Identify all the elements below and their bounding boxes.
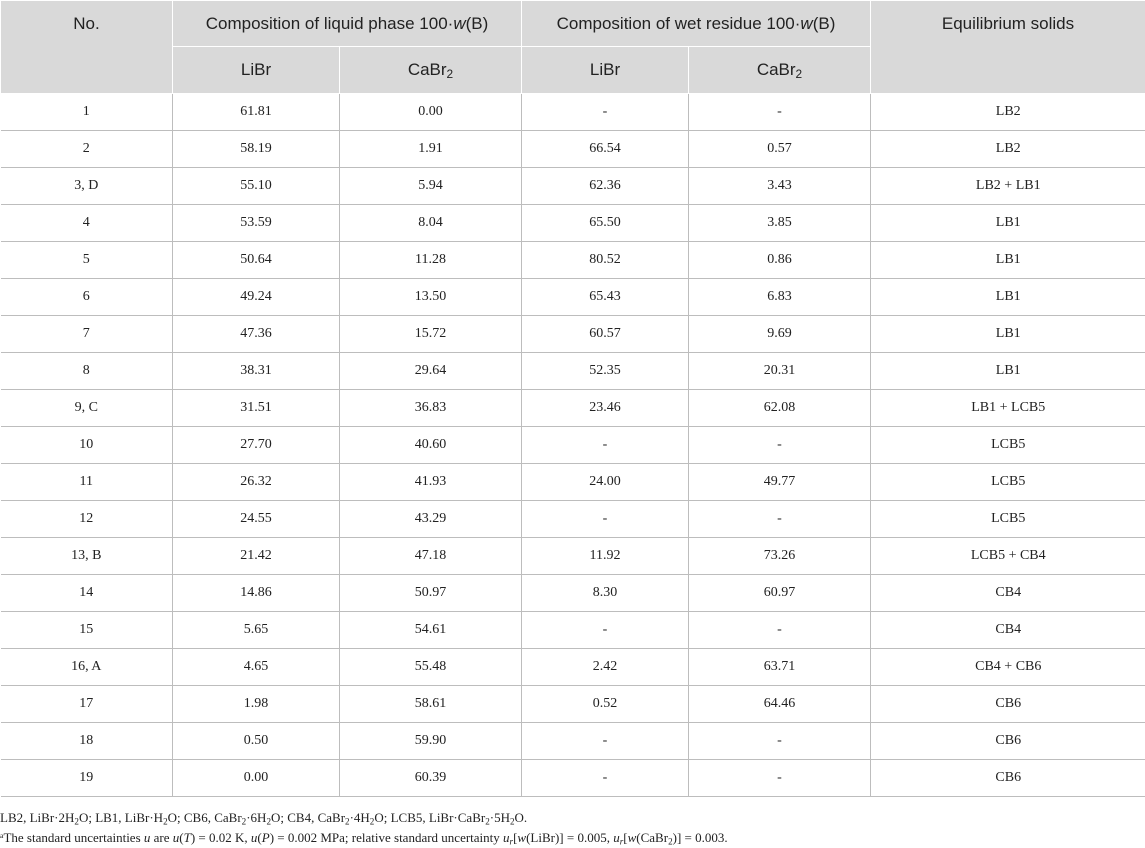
table-header: [1, 1, 1145, 94]
fn-text: [: [513, 830, 518, 845]
header-wet-cabr2: [689, 47, 871, 94]
fn-text: O; LB1, LiBr·H: [78, 810, 164, 825]
fn-sub: r: [509, 836, 514, 847]
cell-equilibrium-solids: CB6: [871, 760, 1145, 797]
header-liquid-prefix: Composition of liquid phase 100·: [205, 13, 454, 33]
cell-wet-libr: -: [522, 94, 689, 131]
table-row: [1, 686, 1145, 723]
cell-wet-libr: 0.52: [522, 686, 689, 723]
fn-sub: 2: [345, 816, 350, 827]
cell-liquid-cabr2: 58.61: [340, 686, 522, 723]
fn-var: u: [172, 830, 180, 845]
fn-text: O; LCB5, LiBr·CaBr: [374, 810, 486, 825]
cell-wet-cabr2: 3.85: [689, 205, 871, 242]
cell-wet-cabr2: 6.83: [689, 279, 871, 316]
abbreviation-footnote: [0, 808, 1140, 828]
table-row: [1, 464, 1145, 501]
cell-liquid-libr: 26.32: [173, 464, 340, 501]
fn-sub: r: [619, 836, 624, 847]
cell-wet-cabr2: 49.77: [689, 464, 871, 501]
cell-equilibrium-solids: LB2: [871, 94, 1145, 131]
cell-equilibrium-solids: LB2 + LB1: [871, 168, 1145, 205]
fn-sub: 2: [241, 816, 247, 827]
cell-liquid-cabr2: 50.97: [340, 575, 522, 612]
cell-wet-libr: 66.54: [522, 131, 689, 168]
cell-liquid-libr: 53.59: [173, 205, 340, 242]
fn-sub: 2: [485, 816, 490, 827]
cell-equilibrium-solids: LB1: [871, 279, 1145, 316]
cell-equilibrium-solids: CB6: [871, 723, 1145, 760]
table-row: [1, 168, 1145, 205]
cell-wet-libr: 2.42: [522, 649, 689, 686]
cell-no: 11: [1, 464, 173, 501]
cell-no: 14: [1, 575, 173, 612]
table-row: [1, 575, 1145, 612]
cell-equilibrium-solids: CB6: [871, 686, 1145, 723]
header-liquid-suffix: (B): [465, 13, 489, 33]
cell-liquid-libr: 47.36: [173, 316, 340, 353]
fn-text: O; CB4, CaBr: [270, 810, 346, 825]
cell-wet-cabr2: 0.86: [689, 242, 871, 279]
table-row: [1, 353, 1145, 390]
header-liquid-var: w: [453, 13, 466, 33]
cell-liquid-libr: 0.50: [173, 723, 340, 760]
cell-liquid-libr: 1.98: [173, 686, 340, 723]
cell-liquid-cabr2: 13.50: [340, 279, 522, 316]
cell-no: 5: [1, 242, 173, 279]
cell-wet-libr: -: [522, 501, 689, 538]
table-row: [1, 612, 1145, 649]
cell-wet-cabr2: 63.71: [689, 649, 871, 686]
cell-liquid-cabr2: 60.39: [340, 760, 522, 797]
fn-text: ·4H: [349, 810, 370, 825]
header-liquid-cabr2: [340, 47, 522, 94]
cell-liquid-cabr2: 55.48: [340, 649, 522, 686]
table-row: [1, 205, 1145, 242]
cell-liquid-cabr2: 54.61: [340, 612, 522, 649]
cell-no: 2: [1, 131, 173, 168]
fn-text: ) = 0.002 MPa; relative standard uncertainty: [269, 830, 504, 845]
cell-equilibrium-solids: LB2: [871, 131, 1145, 168]
cell-no: 9, C: [1, 390, 173, 427]
header-wet-suffix: (B): [812, 13, 836, 33]
fn-var: u: [613, 830, 620, 845]
table-row: [1, 649, 1145, 686]
cell-no: 4: [1, 205, 173, 242]
cell-wet-libr: 24.00: [522, 464, 689, 501]
cell-wet-cabr2: 9.69: [689, 316, 871, 353]
cell-equilibrium-solids: LB1: [871, 316, 1145, 353]
cell-wet-cabr2: 60.97: [689, 575, 871, 612]
cabr-sub: 2: [795, 66, 803, 81]
cell-wet-libr: 23.46: [522, 390, 689, 427]
fn-text: ·6H: [246, 810, 267, 825]
cell-wet-libr: -: [522, 427, 689, 464]
cell-equilibrium-solids: LCB5 + CB4: [871, 538, 1145, 575]
cabr-base: CaBr: [756, 60, 796, 79]
fn-sub: 2: [163, 816, 168, 827]
cell-wet-cabr2: 3.43: [689, 168, 871, 205]
cell-no: 3, D: [1, 168, 173, 205]
cell-liquid-libr: 4.65: [173, 649, 340, 686]
cell-wet-libr: 80.52: [522, 242, 689, 279]
fn-var: w: [517, 830, 527, 845]
table-footnotes: [0, 808, 1140, 848]
cell-liquid-libr: 21.42: [173, 538, 340, 575]
cell-wet-cabr2: -: [689, 612, 871, 649]
cell-no: 17: [1, 686, 173, 723]
cell-liquid-libr: 38.31: [173, 353, 340, 390]
cell-liquid-cabr2: 11.28: [340, 242, 522, 279]
table-row: [1, 501, 1145, 538]
header-equilibrium-solids: Equilibrium solids: [871, 1, 1145, 94]
footnote-mark: a: [0, 831, 4, 841]
cell-no: 19: [1, 760, 173, 797]
cell-no: 1: [1, 94, 173, 131]
cell-liquid-cabr2: 1.91: [340, 131, 522, 168]
fn-var: u: [503, 830, 510, 845]
fn-sub: 2: [266, 816, 271, 827]
cell-liquid-cabr2: 5.94: [340, 168, 522, 205]
fn-var: u: [250, 830, 258, 845]
fn-text: O.: [514, 810, 528, 825]
cell-wet-libr: 60.57: [522, 316, 689, 353]
cell-wet-libr: -: [522, 612, 689, 649]
header-wet-var: w: [800, 13, 813, 33]
cell-equilibrium-solids: LB1: [871, 205, 1145, 242]
cell-equilibrium-solids: CB4: [871, 612, 1145, 649]
cell-wet-libr: 62.36: [522, 168, 689, 205]
cell-wet-cabr2: -: [689, 94, 871, 131]
cell-wet-cabr2: 0.57: [689, 131, 871, 168]
cell-wet-libr: -: [522, 723, 689, 760]
header-wet-residue: [522, 1, 871, 47]
cell-liquid-cabr2: 29.64: [340, 353, 522, 390]
cell-equilibrium-solids: CB4: [871, 575, 1145, 612]
header-liquid-phase: [173, 1, 522, 47]
cell-wet-cabr2: 73.26: [689, 538, 871, 575]
cell-wet-cabr2: 64.46: [689, 686, 871, 723]
cell-no: 15: [1, 612, 173, 649]
cell-equilibrium-solids: LB1 + LCB5: [871, 390, 1145, 427]
cell-no: 6: [1, 279, 173, 316]
cell-liquid-libr: 27.70: [173, 427, 340, 464]
cell-wet-libr: -: [522, 760, 689, 797]
table-row: [1, 760, 1145, 797]
cell-wet-cabr2: 20.31: [689, 353, 871, 390]
cell-wet-libr: 52.35: [522, 353, 689, 390]
fn-var: w: [627, 830, 637, 845]
uncertainty-footnote: [0, 828, 1140, 848]
cell-wet-cabr2: -: [689, 723, 871, 760]
cell-liquid-cabr2: 36.83: [340, 390, 522, 427]
cell-liquid-cabr2: 47.18: [340, 538, 522, 575]
cell-liquid-cabr2: 15.72: [340, 316, 522, 353]
cell-wet-cabr2: -: [689, 427, 871, 464]
table-row: [1, 131, 1145, 168]
cell-liquid-libr: 31.51: [173, 390, 340, 427]
cell-equilibrium-solids: LB1: [871, 242, 1145, 279]
table-row: [1, 538, 1145, 575]
cell-no: 8: [1, 353, 173, 390]
cell-liquid-libr: 61.81: [173, 94, 340, 131]
cell-wet-libr: 65.50: [522, 205, 689, 242]
cell-liquid-cabr2: 59.90: [340, 723, 522, 760]
table-row: [1, 316, 1145, 353]
cell-liquid-libr: 58.19: [173, 131, 340, 168]
fn-sub: 2: [74, 816, 79, 827]
header-no: No.: [1, 1, 173, 94]
cell-no: 10: [1, 427, 173, 464]
cell-wet-libr: 8.30: [522, 575, 689, 612]
cell-liquid-libr: 0.00: [173, 760, 340, 797]
cell-no: 16, A: [1, 649, 173, 686]
fn-text: LB2, LiBr·2H: [0, 810, 75, 825]
fn-sub: 2: [369, 816, 375, 827]
table-body: [1, 94, 1145, 797]
cell-liquid-libr: 50.64: [173, 242, 340, 279]
fn-text: (CaBr: [636, 830, 669, 845]
fn-var: u: [143, 830, 151, 845]
fn-text: (LiBr)] = 0.005,: [526, 830, 614, 845]
cell-liquid-libr: 14.86: [173, 575, 340, 612]
table-row: [1, 94, 1145, 131]
cell-wet-cabr2: -: [689, 501, 871, 538]
table-row: [1, 242, 1145, 279]
cell-liquid-cabr2: 41.93: [340, 464, 522, 501]
cell-no: 13, B: [1, 538, 173, 575]
fn-text: O; CB6, CaBr: [167, 810, 242, 825]
fn-text: are: [150, 830, 173, 845]
fn-text: [: [623, 830, 628, 845]
cell-no: 7: [1, 316, 173, 353]
fn-var: T: [183, 830, 191, 845]
cell-liquid-cabr2: 43.29: [340, 501, 522, 538]
header-wet-prefix: Composition of wet residue 100·: [556, 13, 801, 33]
cell-liquid-libr: 55.10: [173, 168, 340, 205]
fn-var: P: [261, 830, 270, 845]
cabr-sub: 2: [446, 66, 454, 81]
fn-text: (: [179, 830, 184, 845]
cell-wet-libr: 65.43: [522, 279, 689, 316]
header-wet-libr: LiBr: [522, 47, 689, 94]
cell-liquid-cabr2: 40.60: [340, 427, 522, 464]
fn-text: ·5H: [489, 810, 510, 825]
fn-sub: 2: [668, 836, 673, 847]
table-row: [1, 390, 1145, 427]
table-row: [1, 279, 1145, 316]
cell-wet-libr: 11.92: [522, 538, 689, 575]
cell-liquid-libr: 24.55: [173, 501, 340, 538]
cell-equilibrium-solids: LB1: [871, 353, 1145, 390]
cabr-base: CaBr: [407, 60, 447, 79]
table-row: [1, 427, 1145, 464]
cell-equilibrium-solids: LCB5: [871, 501, 1145, 538]
fn-sub: 2: [509, 816, 515, 827]
cell-liquid-libr: 5.65: [173, 612, 340, 649]
cell-liquid-libr: 49.24: [173, 279, 340, 316]
header-liquid-libr: LiBr: [173, 47, 340, 94]
cell-liquid-cabr2: 8.04: [340, 205, 522, 242]
cell-equilibrium-solids: CB4 + CB6: [871, 649, 1145, 686]
cell-wet-cabr2: 62.08: [689, 390, 871, 427]
cell-equilibrium-solids: LCB5: [871, 464, 1145, 501]
fn-text: ) = 0.02 K,: [190, 830, 251, 845]
cell-no: 18: [1, 723, 173, 760]
fn-text: (: [257, 830, 262, 845]
fn-text: The standard uncertainties: [3, 830, 144, 845]
cell-wet-cabr2: -: [689, 760, 871, 797]
cell-no: 12: [1, 501, 173, 538]
cell-equilibrium-solids: LCB5: [871, 427, 1145, 464]
table-row: [1, 723, 1145, 760]
fn-text: )] = 0.003.: [672, 830, 728, 845]
cell-liquid-cabr2: 0.00: [340, 94, 522, 131]
